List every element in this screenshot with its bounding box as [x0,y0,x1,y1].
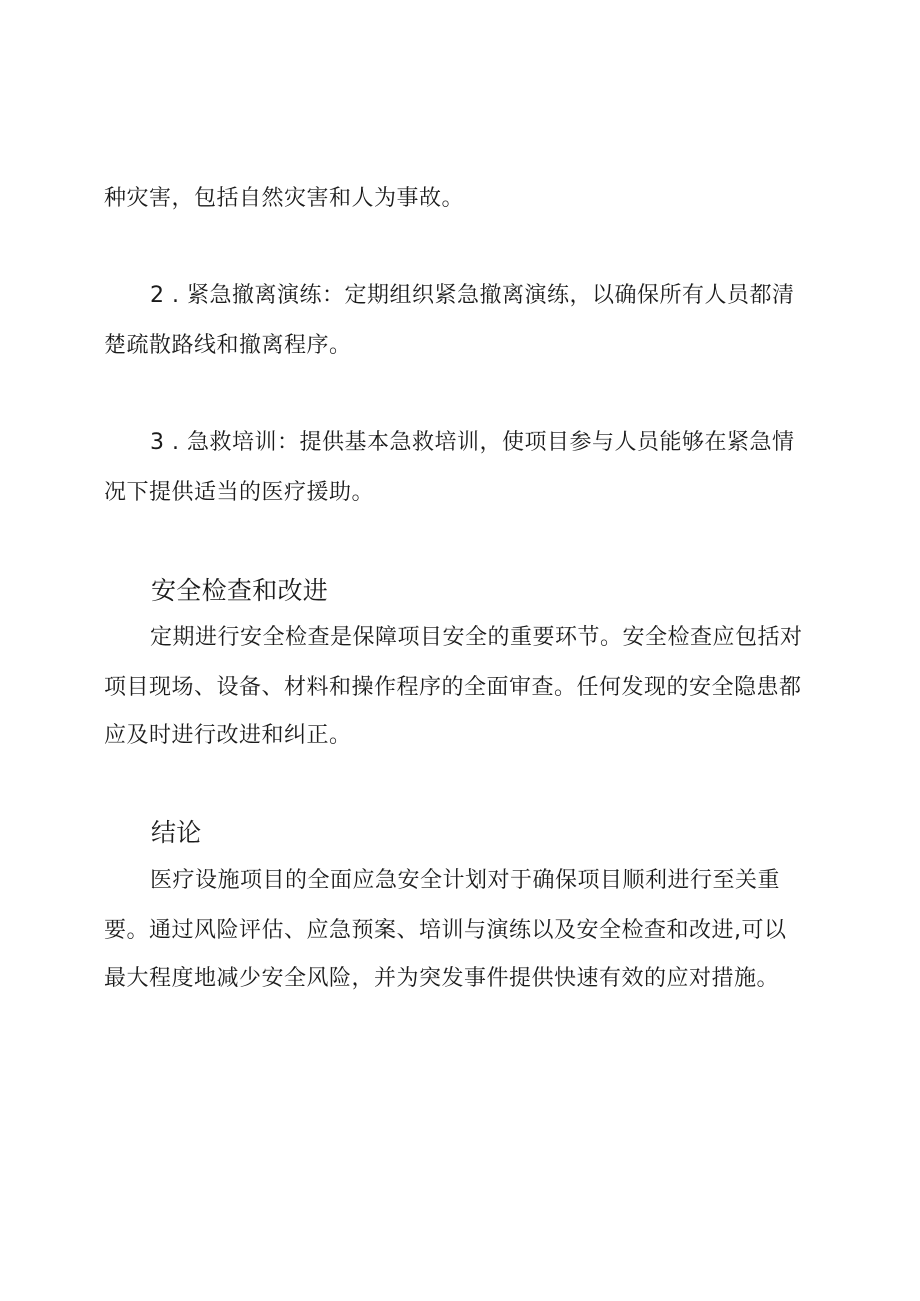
section-heading-safety-inspection: 安全检查和改进 [151,576,329,605]
paragraph-continuation-line-1: 种灾害，包括自然灾害和人为事故。 [104,186,465,211]
conclusion-paragraph-line-3: 最大程度地减少安全风险，并为突发事件提供快速有效的应对措施。 [104,966,780,991]
safety-paragraph-line-1: 定期进行安全检查是保障项目安全的重要环节。安全检查应包括对 [150,625,803,650]
conclusion-paragraph-line-2: 要。通过风险评估、应急预案、培训与演练以及安全检查和改进,可以 [104,918,787,943]
safety-paragraph-line-2: 项目现场、设备、材料和操作程序的全面审查。任何发现的安全隐患都 [104,675,802,700]
list-item-2-line-1: 2 . 紧急撤离演练：定期组织紧急撤离演练，以确保所有人员都清 [150,283,795,308]
safety-paragraph-line-3: 应及时进行改进和纠正。 [104,723,352,748]
section-heading-conclusion: 结论 [151,818,202,847]
list-item-3-line-2: 况下提供适当的医疗援助。 [104,480,375,505]
conclusion-paragraph-line-1: 医疗设施项目的全面应急安全计划对于确保项目顺利进行至关重 [150,868,781,893]
list-item-2-line-2: 楚疏散路线和撤离程序。 [104,333,352,358]
list-item-3-line-1: 3 . 急救培训：提供基本急救培训，使项目参与人员能够在紧急情 [150,430,795,455]
